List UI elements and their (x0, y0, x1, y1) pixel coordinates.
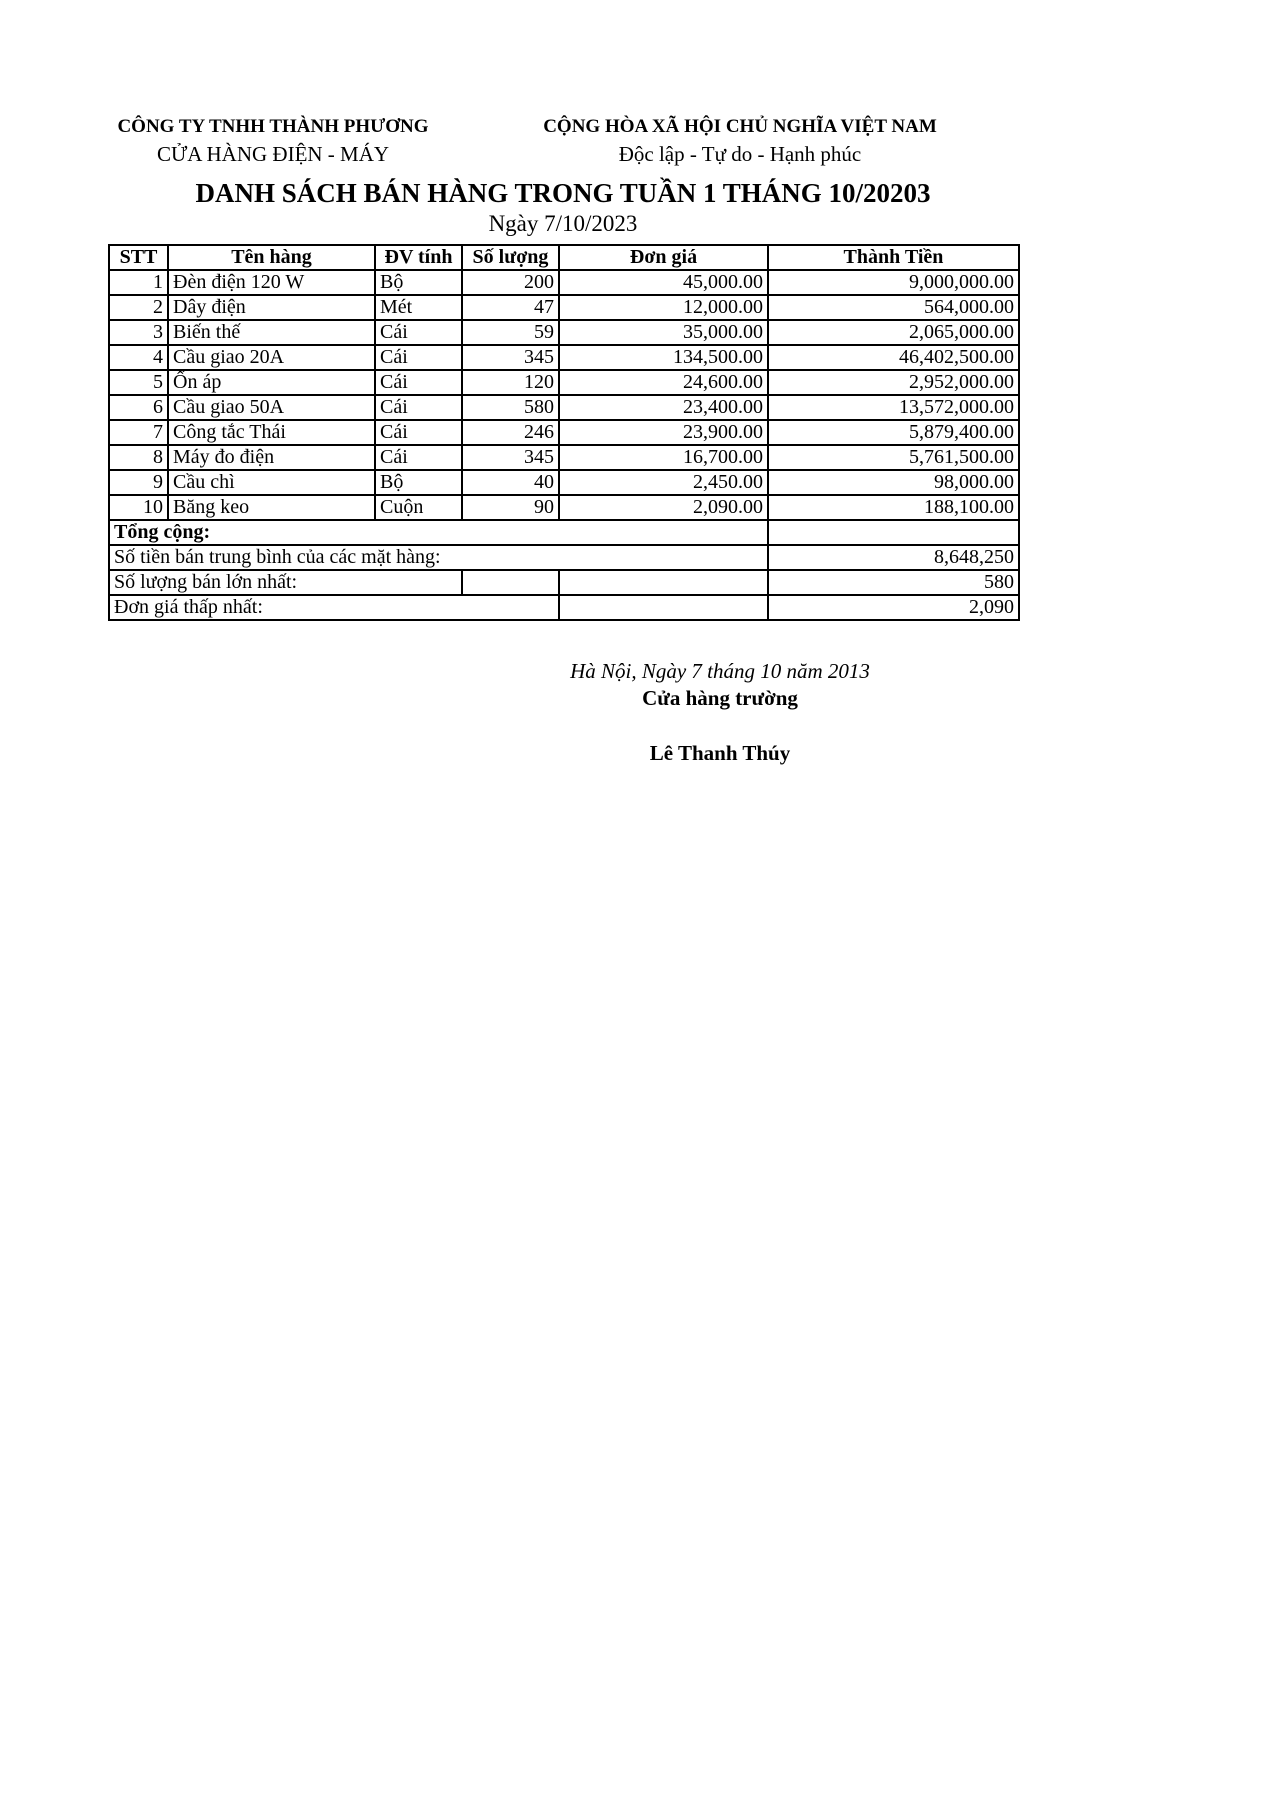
cell-price: 23,400.00 (559, 395, 768, 420)
column-header-stt: STT (109, 245, 168, 270)
cell-name: Cầu giao 50A (168, 395, 375, 420)
cell-price: 24,600.00 (559, 370, 768, 395)
average-label: Số tiền bán trung bình của các mặt hàng: (109, 545, 768, 570)
company-name: CÔNG TY TNHH THÀNH PHƯƠNG (117, 116, 429, 137)
min-price-label: Đơn giá thấp nhất: (109, 595, 559, 620)
cell-price: 23,900.00 (559, 420, 768, 445)
cell-name: Máy đo điện (168, 445, 375, 470)
cell-price: 2,090.00 (559, 495, 768, 520)
column-header-price: Đơn giá (559, 245, 768, 270)
cell-total: 2,952,000.00 (768, 370, 1019, 395)
table-header-row (109, 245, 1019, 270)
cell-stt: 1 (109, 270, 168, 295)
table-row (109, 270, 1019, 295)
column-header-qty: Số lượng (462, 245, 559, 270)
column-header-unit: ĐV tính (375, 245, 462, 270)
cell-price: 35,000.00 (559, 320, 768, 345)
cell-price: 12,000.00 (559, 295, 768, 320)
cell-total: 5,879,400.00 (768, 420, 1019, 445)
cell-name: Băng keo (168, 495, 375, 520)
cell-stt: 2 (109, 295, 168, 320)
min-price-empty-cell (559, 595, 768, 620)
max-qty-empty-cell (462, 570, 559, 595)
cell-unit: Cái (375, 445, 462, 470)
cell-unit: Bộ (375, 270, 462, 295)
cell-stt: 3 (109, 320, 168, 345)
cell-stt: 4 (109, 345, 168, 370)
document-title: DANH SÁCH BÁN HÀNG TRONG TUẦN 1 THÁNG 10/20203 (195, 178, 931, 208)
column-header-name: Tên hàng (168, 245, 375, 270)
total-label: Tổng cộng: (109, 520, 768, 545)
cell-name: Cầu chì (168, 470, 375, 495)
table-row (109, 470, 1019, 495)
cell-total: 564,000.00 (768, 295, 1019, 320)
max-qty-label: Số lượng bán lớn nhất: (109, 570, 462, 595)
cell-price: 2,450.00 (559, 470, 768, 495)
cell-qty: 40 (462, 470, 559, 495)
cell-total: 188,100.00 (768, 495, 1019, 520)
cell-unit: Cái (375, 320, 462, 345)
max-qty-value: 580 (768, 570, 1019, 595)
cell-total: 9,000,000.00 (768, 270, 1019, 295)
cell-qty: 47 (462, 295, 559, 320)
table-row (109, 395, 1019, 420)
max-qty-empty-cell (559, 570, 768, 595)
signer-name: Lê Thanh Thúy (649, 741, 791, 765)
table-row (109, 495, 1019, 520)
total-value (768, 520, 1019, 545)
signature-place-date: Hà Nội, Ngày 7 tháng 10 năm 2013 (570, 659, 870, 683)
total-row (109, 520, 1019, 545)
cell-stt: 6 (109, 395, 168, 420)
average-row (109, 545, 1019, 570)
cell-stt: 5 (109, 370, 168, 395)
cell-total: 98,000.00 (768, 470, 1019, 495)
signature-role: Cửa hàng trường (642, 686, 798, 710)
cell-name: Cầu giao 20A (168, 345, 375, 370)
cell-name: Đèn điện 120 W (168, 270, 375, 295)
min-price-value: 2,090 (768, 595, 1019, 620)
average-value: 8,648,250 (768, 545, 1019, 570)
document-date: Ngày 7/10/2023 (488, 211, 638, 236)
cell-qty: 345 (462, 345, 559, 370)
cell-price: 16,700.00 (559, 445, 768, 470)
cell-unit: Cái (375, 395, 462, 420)
cell-name: Công tắc Thái (168, 420, 375, 445)
cell-name: Dây điện (168, 295, 375, 320)
republic-heading: CỘNG HÒA XÃ HỘI CHỦ NGHĨA VIỆT NAM (543, 116, 937, 137)
cell-qty: 246 (462, 420, 559, 445)
table-row (109, 295, 1019, 320)
cell-price: 45,000.00 (559, 270, 768, 295)
cell-unit: Cái (375, 370, 462, 395)
store-name: CỬA HÀNG ĐIỆN - MÁY (156, 142, 390, 166)
cell-stt: 9 (109, 470, 168, 495)
cell-stt: 10 (109, 495, 168, 520)
cell-qty: 580 (462, 395, 559, 420)
table-row (109, 320, 1019, 345)
cell-qty: 120 (462, 370, 559, 395)
cell-qty: 345 (462, 445, 559, 470)
cell-unit: Cái (375, 420, 462, 445)
cell-qty: 200 (462, 270, 559, 295)
table-row (109, 445, 1019, 470)
cell-stt: 7 (109, 420, 168, 445)
cell-price: 134,500.00 (559, 345, 768, 370)
cell-name: Biến thế (168, 320, 375, 345)
min-price-row (109, 595, 1019, 620)
cell-unit: Mét (375, 295, 462, 320)
cell-qty: 59 (462, 320, 559, 345)
cell-total: 46,402,500.00 (768, 345, 1019, 370)
cell-unit: Cái (375, 345, 462, 370)
cell-name: Ổn áp (168, 370, 375, 395)
cell-total: 5,761,500.00 (768, 445, 1019, 470)
cell-unit: Bộ (375, 470, 462, 495)
column-header-total: Thành Tiền (768, 245, 1019, 270)
table-row (109, 370, 1019, 395)
national-motto: Độc lập - Tự do - Hạnh phúc (618, 142, 862, 166)
cell-unit: Cuộn (375, 495, 462, 520)
cell-total: 2,065,000.00 (768, 320, 1019, 345)
cell-stt: 8 (109, 445, 168, 470)
table-row (109, 345, 1019, 370)
cell-qty: 90 (462, 495, 559, 520)
max-qty-row (109, 570, 1019, 595)
cell-total: 13,572,000.00 (768, 395, 1019, 420)
table-row (109, 420, 1019, 445)
sales-table (108, 244, 1020, 621)
